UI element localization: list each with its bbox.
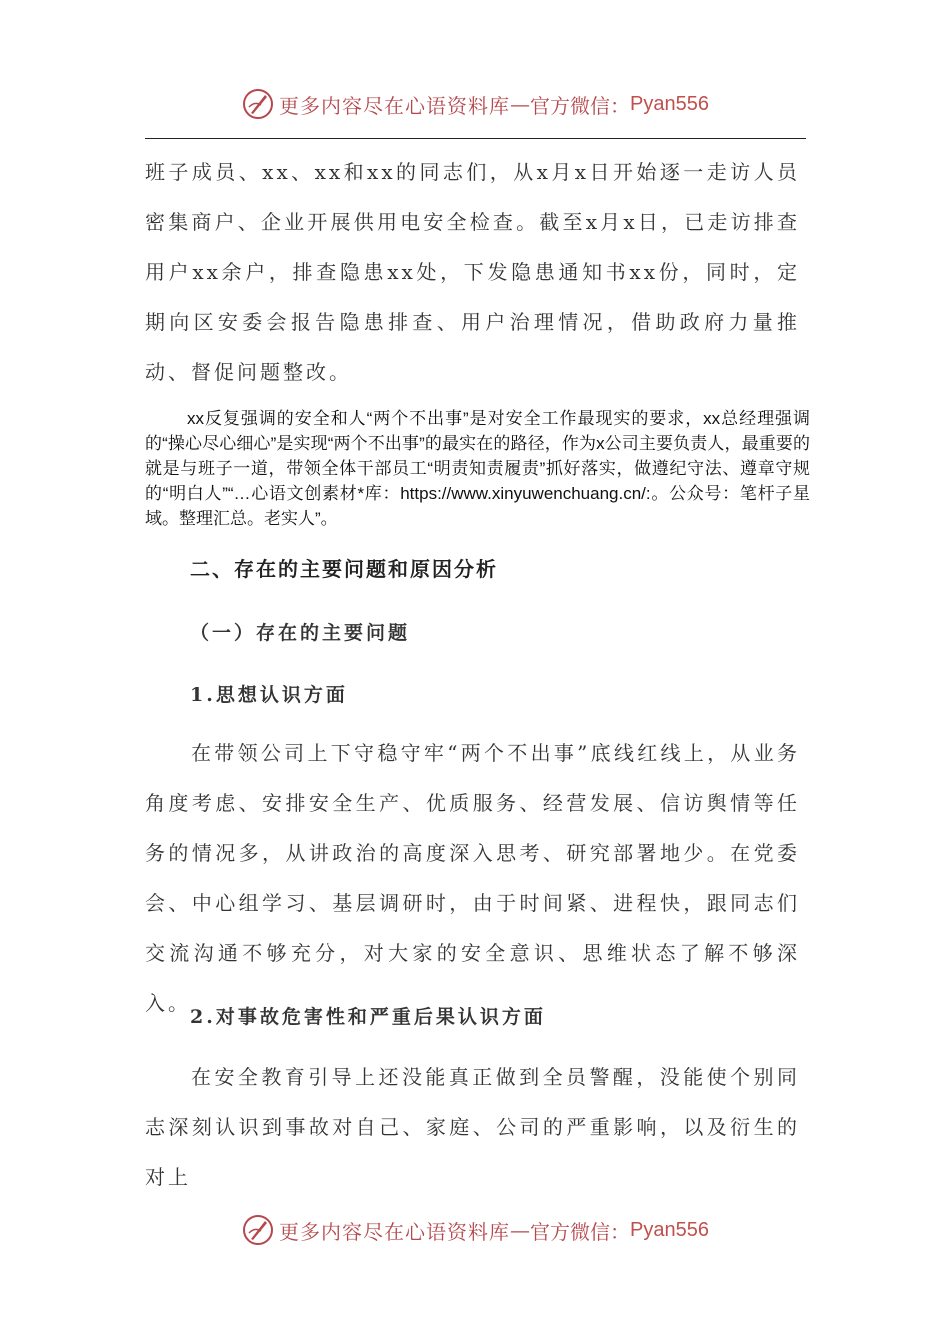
banner-wechat-id: Pyan556 [630,92,709,115]
banner-title: 更多内容尽在心语资料库 [279,1219,511,1244]
banner-wechat-label: 官方微信： [530,93,631,118]
banner-separator: — [510,92,531,116]
paragraph-two-no-accidents: xx反复强调的安全和人“两个不出事”是对安全工作最现实的要求，xx总经理强调的“操心尽心细心”是实现“两个不出事”的最实在的路径，作为x公司主要负责人，最重要的就是与班子一道，带领全体干部员工“明责知责履责”抓好落实，做遵纪守法、遵章守规的“明白人”“…心语文创素材*库：https://www.xinyuwenchuang.cn/:。公众号：笔杆子星域。整理汇总。老实人”。 [145,409,810,528]
paragraph-inspection: 班子成员、xx、xx和xx的同志们，从x月x日开始逐一走访人员密集商户、企业开展供用电安全检查。截至x月x日，已走访排查用户xx余户，排查隐患xx处，下发隐患通知书xx份，同时，定期向区安委会报告隐患排查、用户治理情况，借助政府力量推动、督促问题整改。 [145,160,800,384]
item-heading-ideology: 1.思想认识方面 [190,684,348,706]
section-heading: 二、存在的主要问题和原因分析 [190,557,498,581]
paragraph-safety-education: 在安全教育引导上还没能真正做到全员警醒，没能使个别同志深刻认识到事故对自己、家庭、公司的严重影响，以及衍生的对上 [145,1065,800,1189]
banner-wechat-id: Pyan556 [630,1218,709,1241]
banner-title: 更多内容尽在心语资料库 [279,93,511,118]
quill-logo-icon [241,1213,275,1247]
banner-wechat-label: 官方微信： [530,1219,631,1244]
footer-banner [0,1210,950,1250]
quill-logo-icon [241,87,275,121]
paragraph-ideology: 在带领公司上下守稳守牢“两个不出事”底线红线上，从业务角度考虑、安排安全生产、优质服务、经营发展、信访舆情等任务的情况多，从讲政治的高度深入思考、研究部署地少。在党委会、中心组学习、基层调研时，由于时间紧、进程快，跟同志们交流沟通不够充分，对大家的安全意识、思维状态了解不够深入。 [145,741,800,1015]
banner-separator: — [510,1218,531,1242]
header-divider [145,138,806,139]
subsection-heading: （一）存在的主要问题 [190,622,411,644]
item-heading-accident-awareness: 2.对事故危害性和严重后果认识方面 [190,1006,546,1028]
header-banner [0,84,950,124]
